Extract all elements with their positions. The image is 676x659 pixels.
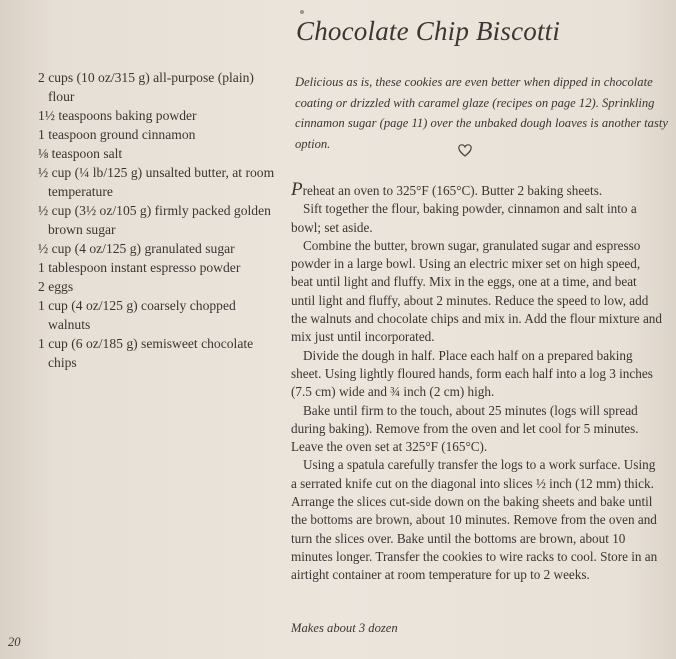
ingredient-item: 1½ teaspoons baking powder bbox=[38, 108, 197, 123]
method-text bbox=[291, 179, 663, 585]
ingredient-item: 2 eggs bbox=[38, 279, 74, 294]
heart-icon bbox=[458, 142, 472, 162]
method-paragraph: Sift together the flour, baking powder, cinnamon and salt into a bowl; set aside. bbox=[291, 201, 637, 235]
method-paragraph: Bake until firm to the touch, about 25 minutes (logs will spread during baking). Remove from the oven and let cool for 5 minutes. Leave the oven set at 325°F (165°C). bbox=[291, 402, 639, 455]
ingredient-item: 1 cup (4 oz/125 g) coarsely chopped walnuts bbox=[38, 298, 236, 332]
method-paragraph-text: reheat an oven to 325°F (165°C). Butter 2 baking sheets. bbox=[302, 183, 603, 198]
ingredient-list bbox=[38, 68, 276, 372]
method-paragraph: Divide the dough in half. Place each half on a prepared baking sheet. Using lightly floured hands, form each half into a log 3 inches (7.5 cm) wide and ¾ inch (2 cm) high. bbox=[291, 347, 653, 400]
heart-outline-icon bbox=[458, 144, 472, 157]
ingredient-item: 1 cup (6 oz/185 g) semisweet chocolate chips bbox=[38, 336, 254, 370]
ingredient-item: 1 tablespoon instant espresso powder bbox=[38, 260, 241, 275]
drop-cap: P bbox=[291, 179, 303, 200]
ingredient-item: ⅛ teaspoon salt bbox=[38, 146, 123, 161]
page-number: 20 bbox=[8, 635, 21, 649]
ingredient-item: ½ cup (4 oz/125 g) granulated sugar bbox=[38, 241, 235, 256]
ingredient-item: 2 cups (10 oz/315 g) all-purpose (plain) flour bbox=[38, 70, 254, 104]
recipe-title: Chocolate Chip Biscotti bbox=[296, 16, 561, 46]
ingredient-item: 1 teaspoon ground cinnamon bbox=[38, 127, 196, 142]
decorative-dot bbox=[300, 10, 304, 14]
ingredient-item: ½ cup (3½ oz/105 g) firmly packed golden brown sugar bbox=[38, 203, 271, 237]
recipe-yield: Makes about 3 dozen bbox=[291, 621, 398, 635]
method-paragraph: Combine the butter, brown sugar, granulated sugar and espresso powder in a large bowl. Using an electric mixer set on high speed, beat until light and fluffy. Mix in the eggs, one at a time, and beat until light and fluffy, about 2 minutes. Reduce the speed to low, add the walnuts and chocolate chips and mix in. Add the flour mixture and mix just until incorporated. bbox=[291, 237, 662, 345]
ingredient-item: ½ cup (¼ lb/125 g) unsalted butter, at room temperature bbox=[38, 165, 275, 199]
recipe-intro: Delicious as is, these cookies are even better when dipped in chocolate coating or drizzled with caramel glaze (recipes on page 12). Sprinkling cinnamon sugar (page 11) over the unbaked dough loaves is another tasty option. bbox=[295, 75, 668, 151]
method-paragraph bbox=[291, 179, 663, 200]
method-paragraph: Using a spatula carefully transfer the logs to a work surface. Using a serrated knife cut on the diagonal into slices ½ inch (12 mm) thick. Arrange the slices cut-side down on the baking sheets and bake until the bottoms are brown, about 10 minutes. Remove from the oven and turn the slices over. Bake until the bottoms are brown, about 10 minutes longer. Transfer the cookies to wire racks to cool. Store in an airtight container at room temperature for up to 2 weeks. bbox=[291, 457, 658, 583]
